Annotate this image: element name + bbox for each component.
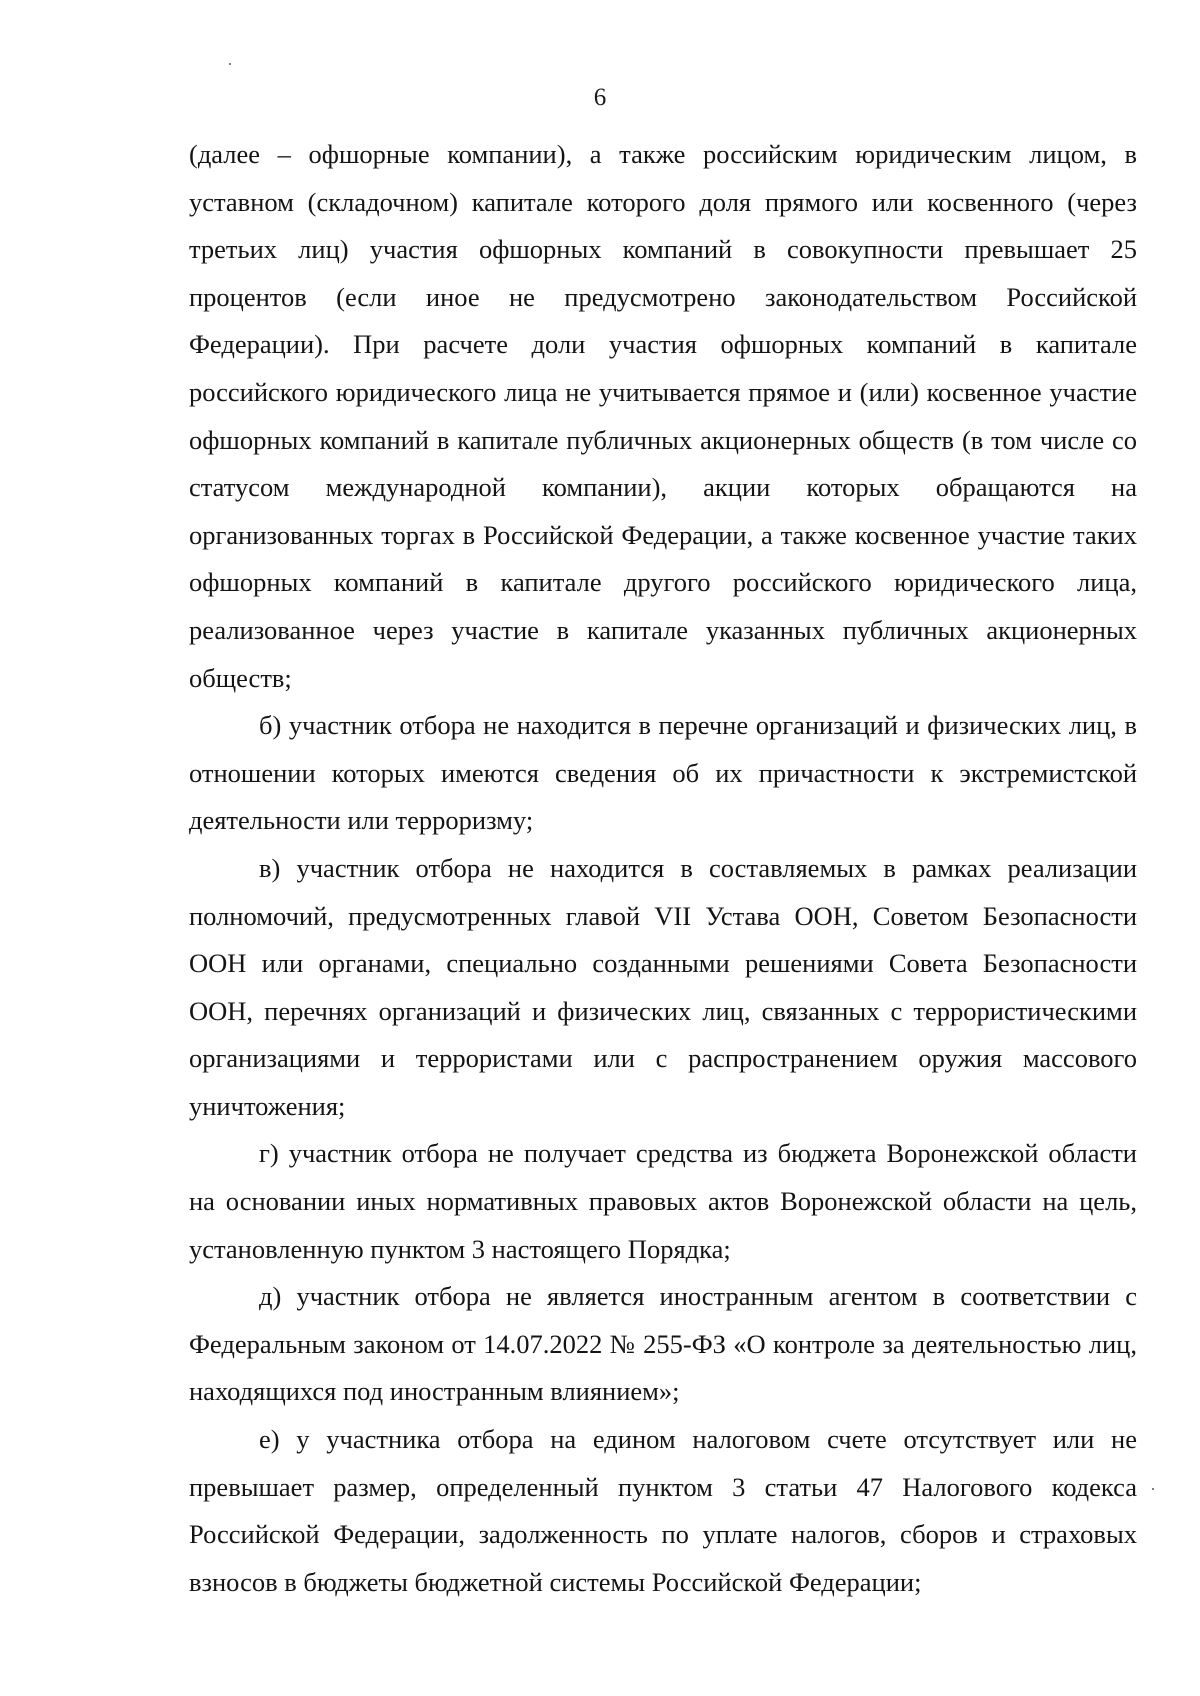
- document-body: [189, 131, 1137, 1606]
- paragraph-item-v: в) участник отбора не находится в составляемых в рамках реализации полномочий, предусмотренных главой VII Устава ООН, Советом Безопасности ООН или органами, специально созданными решениями Совета Безопасности ООН, перечнях организаций и физических лиц, связанных с террористическими организациями и террористами или с распространением оружия массового уничтожения;: [189, 852, 1137, 1121]
- paragraph-item-d: д) участник отбора не является иностранным агентом в соответствии с Федеральным законом от 14.07.2022 № 255-ФЗ «О контроле за деятельностью лиц, находящихся под иностранным влиянием»;: [189, 1281, 1137, 1407]
- paragraph-item-e: е) у участника отбора на едином налоговом счете отсутствует или не превышает размер, определенный пунктом 3 статьи 47 Налогового кодекса Российской Федерации, задолженность по уплате налогов, сборов и страховых взносов в бюджеты бюджетной системы Российской Федерации;: [189, 1424, 1137, 1597]
- paragraph-continuation: (далее – офшорные компании), а также российским юридическим лицом, в уставном (складочном) капитале которого доля прямого или косвенного (через третьих лиц) участия офшорных компаний в совокупности превышает 25 процентов (если иное не предусмотрено законодательством Российской Федерации). При расчете доли участия офшорных компаний в капитале российского юридического лица не учитывается прямое и (или) косвенное участие офшорных компаний в капитале публичных акционерных обществ (в том числе со статусом международной компании), акции которых обращаются на организованных торгах в Российской Федерации, а также косвенное участие таких офшорных компаний в капитале другого российского юридического лица, реализованное через участие в капитале указанных публичных акционерных обществ;: [189, 139, 1137, 693]
- page-number: 6: [593, 84, 607, 111]
- scan-speck: [229, 63, 231, 65]
- paragraph-item-b: б) участник отбора не находится в перечне организаций и физических лиц, в отношении которых имеются сведения об их причастности к экстремистской деятельности или терроризму;: [189, 710, 1137, 836]
- paragraph-item-g: г) участник отбора не получает средства из бюджета Воронежской области на основании иных нормативных правовых актов Воронежской области на цель, установленную пунктом 3 настоящего Порядка;: [189, 1138, 1137, 1264]
- scan-speck: [1152, 1488, 1154, 1490]
